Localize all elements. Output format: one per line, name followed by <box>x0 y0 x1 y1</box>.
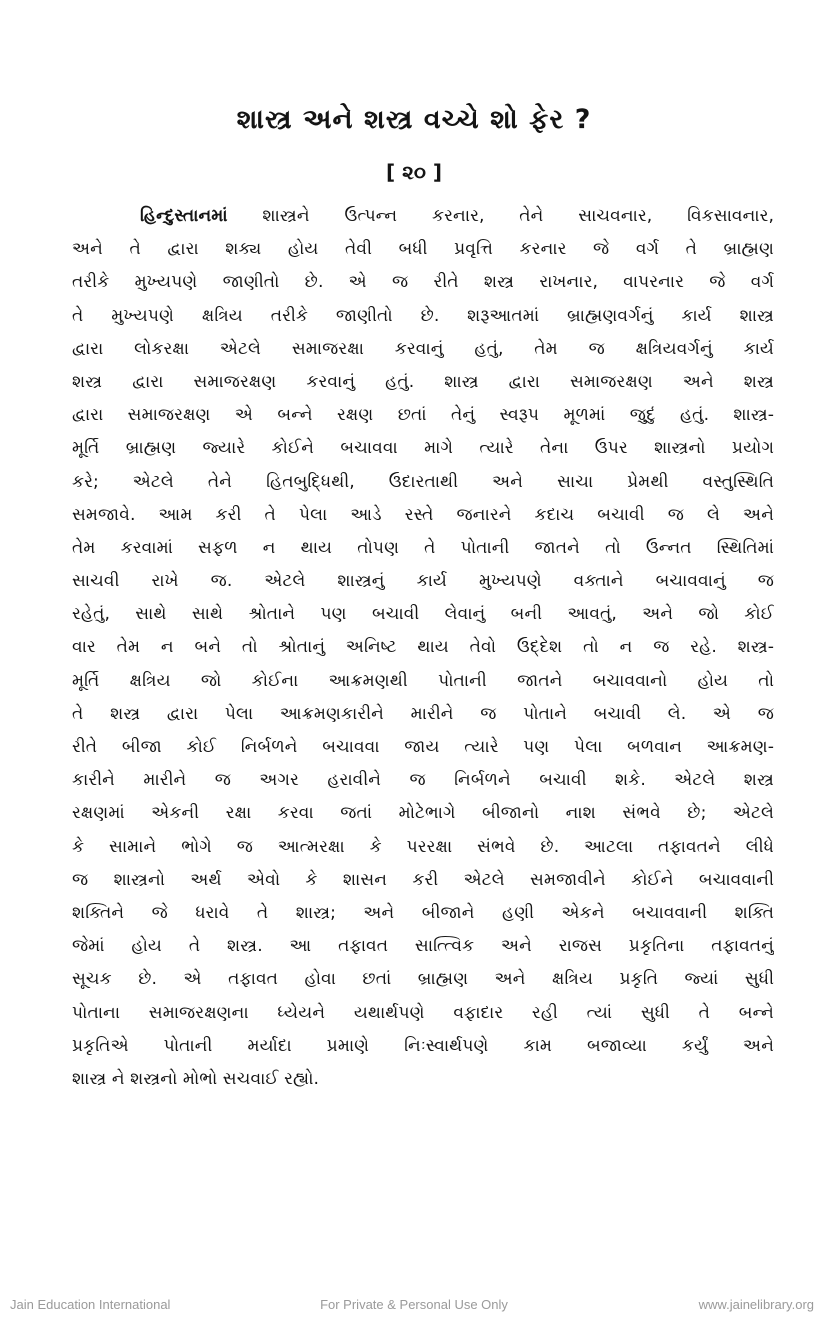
text-line: મૂર્તિ બ્રાહ્મણ જ્યારે કોઈને બચાવવા માગે ત્યારે તેના ઉપર શાસ્ત્રનો પ્રયોગ <box>72 438 774 459</box>
text-line <box>72 200 774 233</box>
text-line: સાચવી રાખે જ. એટલે શાસ્ત્રનું કાર્ય મુખ્યપણે વક્તાને બચાવવાનું જ <box>72 571 774 592</box>
text-line: તે મુખ્યપણે ક્ષત્રિય તરીકે જાણીતો છે. શરૂઆતમાં બ્રાહ્મણવર્ગનું કાર્ય શાસ્ત્ર <box>72 305 774 326</box>
text-line: કરે; એટલે તેને હિતબુદ્ધિથી, ઉદારતાથી અને સાચા પ્રેમથી વસ્તુસ્થિતિ <box>72 471 774 492</box>
text-line: કારીને મારીને જ અગર હરાવીને જ નિર્બળને બચાવી શકે. એટલે શસ્ત્ર <box>72 770 774 791</box>
text-line: જેમાં હોય તે શસ્ત્ર. આ તફાવત સાત્ત્વિક અને રાજસ પ્રકૃતિના તફાવતનું <box>72 936 774 957</box>
text-line: જ શાસ્ત્રનો અર્થ એવો કે શાસન કરી એટલે સમજાવીને કોઈને બચાવવાની <box>72 869 774 890</box>
text-line: તે શસ્ત્ર દ્વારા પેલા આક્રમણકારીને મારીને જ પોતાને બચાવી લે. એ જ <box>72 703 774 724</box>
text-line: સમજાવે. આમ કરી તે પેલા આડે રસ્તે જનારને કદાચ બચાવી જ લે અને <box>72 504 774 525</box>
text-line: પોતાના સમાજરક્ષણના ધ્યેયને યથાર્થપણે વફાદાર રહી ત્યાં સુધી તે બન્ને <box>72 1002 774 1023</box>
footer-website-link[interactable]: www.jainelibrary.org <box>698 1297 814 1312</box>
text-line: દ્વારા લોકરક્ષા એટલે સમાજરક્ષા કરવાનું હતું, તેમ જ ક્ષત્રિયવર્ગનું કાર્ય <box>72 338 774 359</box>
text-line: તરીકે મુખ્યપણે જાણીતો છે. એ જ રીતે શસ્ત્ર રાખનાર, વાપરનાર જે વર્ગ <box>72 272 774 293</box>
page-title: શાસ્ત્ર અને શસ્ત્ર વચ્ચે શો ફેર ? <box>236 104 592 135</box>
lead-word: હિન્દુસ્તાનમાં <box>140 206 228 226</box>
chapter-number: [ ૨૦ ] <box>386 160 442 184</box>
footer-usage-notice: For Private & Personal Use Only <box>320 1297 508 1312</box>
text-line: પ્રકૃતિએ પોતાની મર્યાદા પ્રમાણે નિઃસ્વાર્થપણે કામ બજાવ્યા કર્યું અને <box>72 1035 774 1056</box>
body-paragraph <box>72 200 774 1096</box>
text-line: તેમ કરવામાં સફળ ન થાય તોપણ તે પોતાની જાતને તો ઉન્નત સ્થિતિમાં <box>72 537 774 558</box>
text-line: રક્ષણમાં એકની રક્ષા કરવા જતાં મોટેભાગે બીજાનો નાશ સંભવે છે; એટલે <box>72 803 774 824</box>
text-line: શક્તિને જે ધરાવે તે શાસ્ત્ર; અને બીજાને હણી એકને બચાવવાની શક્તિ <box>72 902 774 923</box>
text-line-content: શાસ્ત્રને ઉત્પન્ન કરનાર, તેને સાચવનાર, વિકસાવનાર, <box>227 206 774 226</box>
text-line: મૂર્તિ ક્ષત્રિય જો કોઈના આક્રમણથી પોતાની જાતને બચાવવાનો હોય તો <box>72 670 774 691</box>
text-line: શાસ્ત્ર ને શસ્ત્રનો મોભો સચવાઈ રહ્યો. <box>72 1068 319 1089</box>
text-line: સૂચક છે. એ તફાવત હોવા છતાં બ્રાહ્મણ અને ક્ષત્રિય પ્રકૃતિ જ્યાં સુધી <box>72 969 774 990</box>
page-footer <box>0 1297 828 1317</box>
text-line: વાર તેમ ન બને તો શ્રોતાનું અનિષ્ટ થાય તેવો ઉદ્દેશ તો ન જ રહે. શસ્ત્ર- <box>72 637 774 658</box>
text-line: અને તે દ્વારા શક્ય હોય તેવી બધી પ્રવૃત્તિ કરનાર જે વર્ગ તે બ્રાહ્મણ <box>72 239 774 260</box>
text-line: રહેતું, સાથે સાથે શ્રોતાને પણ બચાવી લેવાનું બની આવતું, અને જો કોઈ <box>72 604 774 625</box>
text-line: શસ્ત્ર દ્વારા સમાજરક્ષણ કરવાનું હતું. શાસ્ત્ર દ્વારા સમાજરક્ષણ અને શસ્ત્ર <box>72 371 774 392</box>
footer-publisher: Jain Education International <box>10 1297 171 1312</box>
text-line: દ્વારા સમાજરક્ષણ એ બન્ને રક્ષણ છતાં તેનું સ્વરૂપ મૂળમાં જુદું હતું. શાસ્ત્ર- <box>72 405 774 426</box>
text-line: કે સામાને ભોગે જ આત્મરક્ષા કે પરરક્ષા સંભવે છે. આટલા તફાવતને લીધે <box>72 836 774 857</box>
text-line: રીતે બીજા કોઈ નિર્બળને બચાવવા જાય ત્યારે પણ પેલા બળવાન આક્રમણ- <box>72 737 774 757</box>
